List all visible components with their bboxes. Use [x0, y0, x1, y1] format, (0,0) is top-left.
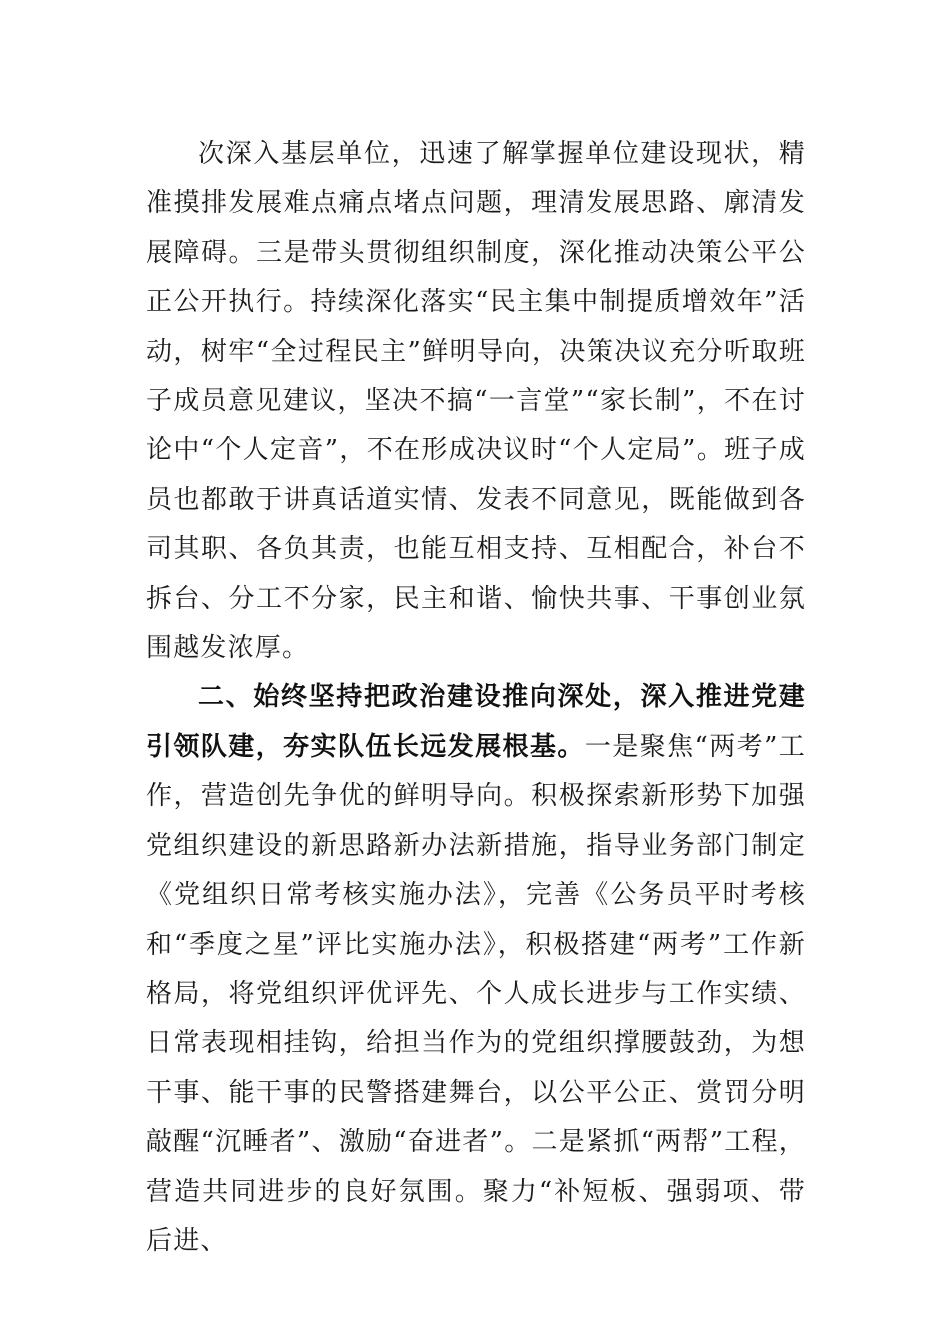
document-body [146, 130, 806, 1266]
paragraph-2-body: 一是聚焦“两考”工作，营造创先争优的鲜明导向。积极探索新形势下加强党组织建设的新思路新办法新措施，指导业务部门制定《党组织日常考核实施办法》，完善《公务员平时考核和“季度之星”评比实施办法》，积极搭建“两考”工作新格局，将党组织评优评先、个人成长进步与工作实绩、日常表现相挂钩，给担当作为的党组织撑腰鼓劲，为想干事、能干事的民警搭建舞台，以公平公正、赏罚分明敲醒“沉睡者”、激励“奋进者”。二是紧抓“两帮”工程，营造共同进步的良好氛围。聚力“补短板、强弱项、带后进、 [146, 731, 806, 1256]
paragraph-1-text: 次深入基层单位，迅速了解掌握单位建设现状，精准摸排发展难点痛点堵点问题，理清发展思路、廓清发展障碍。三是带头贯彻组织制度，深化推动决策公平公正公开执行。持续深化落实“民主集中制提质增效年”活动，树牢“全过程民主”鲜明导向，决策决议充分听取班子成员意见建议，坚决不搞“一言堂”“家长制”，不在讨论中“个人定音”，不在形成决议时“个人定局”。班子成员也都敢于讲真话道实情、发表不同意见，既能做到各司其职、各负其责，也能互相支持、互相配合，补台不拆台、分工不分家，民主和谐、愉快共事、干事创业氛围越发浓厚。 [146, 139, 806, 664]
paragraph-2 [146, 673, 806, 1266]
section-heading: 二、始终坚持把政治建设推向深处，深入推进党建引领队建，夯实队伍长远发展根基。 [146, 682, 806, 762]
paragraph-1 [146, 130, 806, 673]
